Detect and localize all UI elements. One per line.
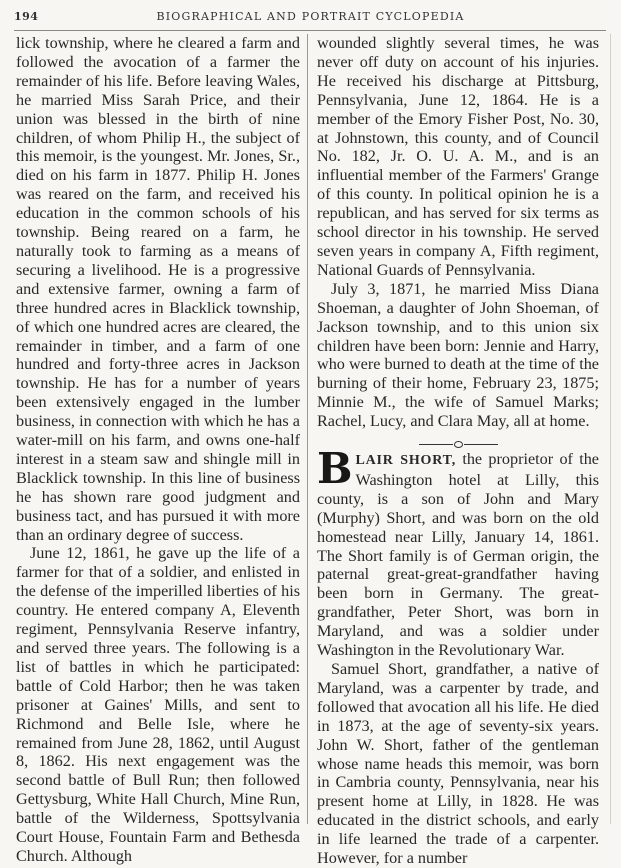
paragraph: July 3, 1871, he married Miss Diana Shoeman, a daughter of John Shoeman, of Jackson township, and to this union six children have been born: Jennie and Harry, who were burned to death at the time of the burning of their home, February 23, 1875; Minnie M., the wife of Samuel Marks; Rachel, Lucy, and Clara May, all at home. xyxy=(317,279,599,431)
page-edge xyxy=(610,34,611,824)
page-header xyxy=(0,0,621,32)
paragraph: Samuel Short, grandfather, a native of Maryland, was a carpenter by trade, and followed that avocation all his life. He died in 1873, at the age of seventy-six years. John W. Short, father of the gentleman whose name heads this memoir, was born in Cambria county, Pennsylvania, near his present home at Lilly, in 1828. He was educated in the district schools, and early in life learned the trade of a carpenter. However, for a number xyxy=(317,660,599,868)
subject-name: LAIR SHORT, xyxy=(355,453,457,469)
header-rule xyxy=(14,30,606,31)
paragraph-text: the proprietor of the Washington hotel at Lilly, this county, is a son of John and Mary (Murphy) Short, and was born on the old homestead near Lilly, January 14, 1861. The Short family is of German origin, the paternal great-great-grandfather having been born in Germany. The great-grandfather, Peter Short, was born in Maryland, and was a soldier under Washington in the Revolutionary War. xyxy=(317,450,599,660)
paragraph: wounded slightly several times, he was never off duty on account of his injuries. He received his discharge at Pittsburg, Pennsylvania, June 12, 1864. He is a member of the Emory Fisher Post, No. 30, at Johnstown, this county, and of Council No. 182, Jr. O. U. A. M., and is an influential member of the Farmers' Grange of this county. In political opinion he is a republican, and has served for six terms as school director in his township. He served seven years in company A, Fifth regiment, National Guards of Pennsylvania. xyxy=(317,34,599,279)
column-divider xyxy=(307,34,308,824)
paragraph: lick township, where he cleared a farm and followed the avocation of a farmer the remainder of his life. Before leaving Wales, he married Miss Sarah Price, and their union was blessed in the birth of nine children, of whom Philip H., the subject of this memoir, is the youngest. Mr. Jones, Sr., died on his farm in 1877. Philip H. Jones was reared on the farm, and received his education in the common schools of his township. Being reared on a farm, he naturally took to farming as a means of securing a livelihood. He is a progressive and extensive farmer, owning a farm of three hundred acres in Blacklick township, of which one hundred acres are cleared, the remainder in timber, and a farm of one hundred and forty-three acres in Jackson township. He has for a number of years been extensively engaged in the lumber business, in connection with which he has a water-mill on his farm, and owns one-half interest in a steam saw and shingle mill in Blacklick township. In this line of business he has shown rare good judgment and business tact, and has pursued it with more than an ordinary degree of success. xyxy=(16,34,300,544)
section-ornament xyxy=(317,434,599,446)
paragraph: June 12, 1861, he gave up the life of a farmer for that of a soldier, and enlisted in the defense of the imperilled liberties of his country. He entered company A, Eleventh regiment, Pennsylvania Reserve infantry, and served three years. The following is a list of battles in which he participated: battle of Cold Harbor; then he was taken prisoner at Gaines' Mills, and sent to Richmond and Belle Isle, where he remained from June 28, 1862, until August 8, 1862. His next engagement was the second battle of Bull Run; then followed Gettysburg, White Hall Church, Mine Run, battle of the Wilderness, Spottsylvania Court House, Fountain Farm and Bethesda Church. Although xyxy=(16,544,300,865)
right-column xyxy=(317,34,599,868)
running-head: BIOGRAPHICAL AND PORTRAIT CYCLOPEDIA xyxy=(156,10,465,23)
left-column xyxy=(16,34,300,866)
page-number: 194 xyxy=(14,10,39,23)
drop-cap: B xyxy=(317,444,353,494)
section-first-paragraph xyxy=(317,444,599,660)
